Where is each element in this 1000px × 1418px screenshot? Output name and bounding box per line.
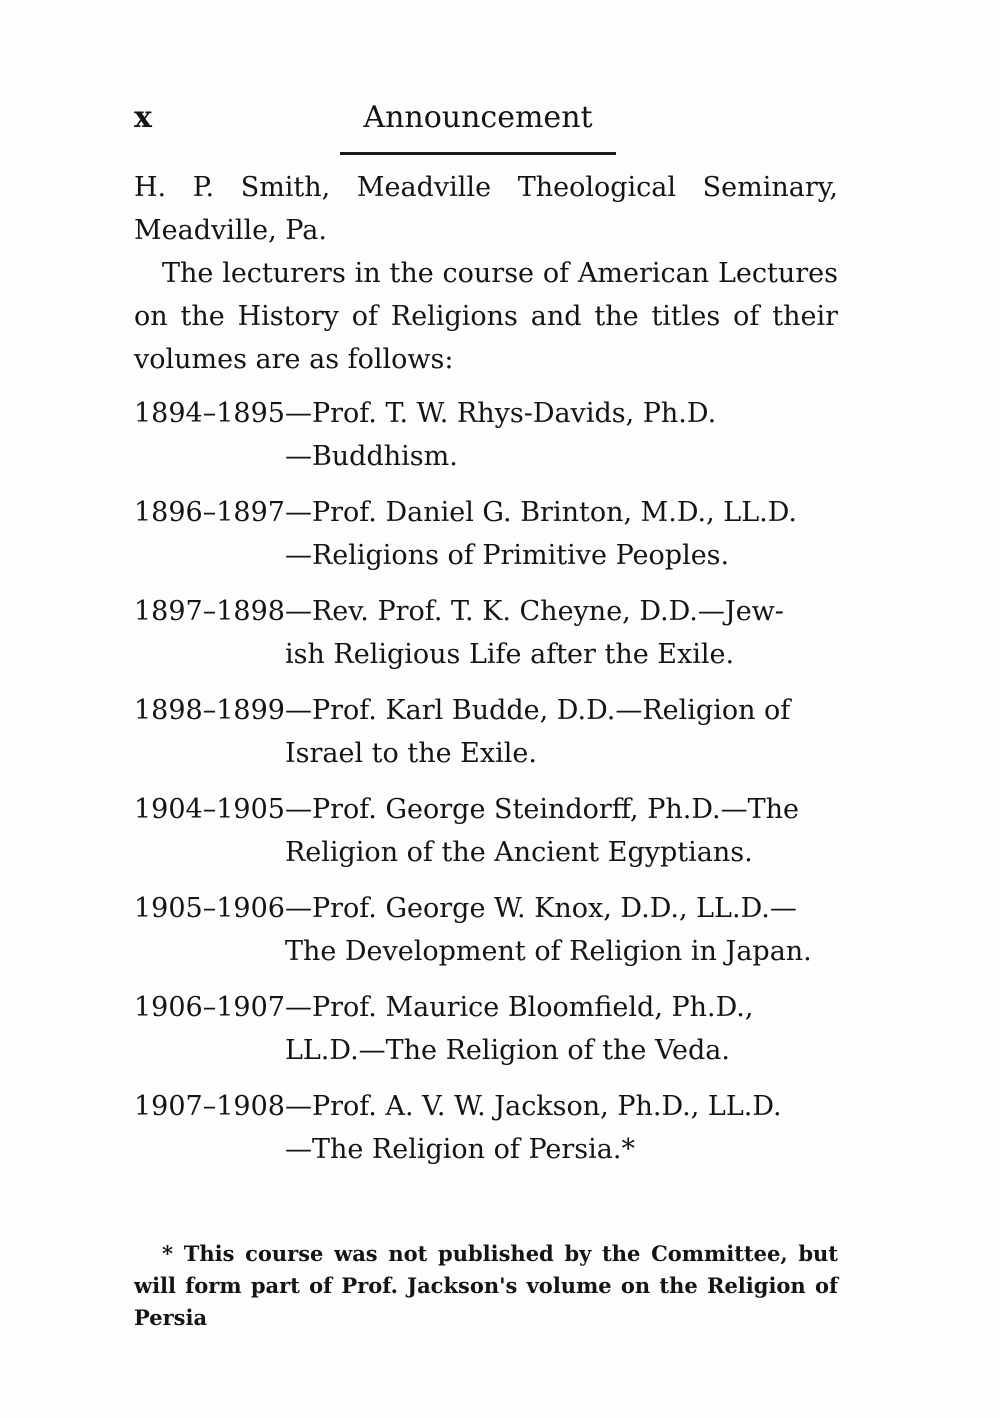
- entry-line-1: —Prof. Maurice Bloomfield, Ph.D.,: [284, 992, 754, 1023]
- entry-line-2: —The Religion of Persia.*: [284, 1134, 635, 1165]
- lecture-entry: [134, 1085, 838, 1171]
- entry-line-1: —Prof. A. V. W. Jackson, Ph.D., LL.D.: [284, 1091, 782, 1122]
- entry-line-2: Religion of the Ancient Egyptians.: [284, 837, 753, 868]
- entry-line-1: —Prof. T. W. Rhys-Davids, Ph.D.: [284, 398, 717, 429]
- lecture-entry: [134, 887, 838, 973]
- entry-years: 1905–1906: [134, 893, 285, 924]
- lecture-entry: [134, 689, 838, 775]
- lecture-list: [134, 392, 838, 1184]
- lecture-entry: [134, 392, 838, 478]
- entry-line-1: —Prof. Daniel G. Brinton, M.D., LL.D.: [284, 497, 798, 528]
- entry-years: 1904–1905: [134, 794, 285, 825]
- lecture-entry: [134, 788, 838, 874]
- entry-line-2: ish Religious Life after the Exile.: [284, 639, 735, 670]
- entry-line-2: —Buddhism.: [284, 441, 458, 472]
- entry-line-2: Israel to the Exile.: [284, 738, 537, 769]
- entry-years: 1898–1899: [134, 695, 285, 726]
- entry-line-1: —Prof. George Steindorff, Ph.D.—The: [284, 794, 799, 825]
- entry-line-2: The Development of Religion in Japan.: [284, 936, 812, 967]
- intro-line-1: H. P. Smith, Meadville Theological Seminary, Meadville, Pa.: [134, 172, 838, 246]
- footnote-text: This course was not published by the Committee, but will form part of Prof. Jackson's volume on the Religion of Persia: [134, 1241, 839, 1330]
- entry-years: 1897–1898: [134, 596, 285, 627]
- lecture-entry: [134, 590, 838, 676]
- entry-years: 1906–1907: [134, 992, 285, 1023]
- entry-years: 1894–1895: [134, 398, 285, 429]
- header-rule: [340, 152, 616, 155]
- entry-line-2: LL.D.—The Religion of the Veda.: [284, 1035, 730, 1066]
- footnote: [134, 1238, 838, 1334]
- page-number: x: [134, 100, 152, 135]
- entry-years: 1896–1897: [134, 497, 285, 528]
- entry-line-1: —Rev. Prof. T. K. Cheyne, D.D.—Jew-: [284, 596, 784, 627]
- entry-years: 1907–1908: [134, 1091, 285, 1122]
- lecture-entry: [134, 986, 838, 1072]
- entry-line-1: —Prof. Karl Budde, D.D.—Religion of: [284, 695, 791, 726]
- entry-line-2: —Religions of Primitive Peoples.: [284, 540, 730, 571]
- footnote-marker: *: [162, 1241, 173, 1266]
- intro-paragraph: The lecturers in the course of American Lectures on the History of Religions and the titles of their volumes are as follows:: [134, 258, 838, 375]
- lecture-entry: [134, 491, 838, 577]
- entry-line-1: —Prof. George W. Knox, D.D., LL.D.—: [284, 893, 797, 924]
- running-head: Announcement: [363, 100, 593, 135]
